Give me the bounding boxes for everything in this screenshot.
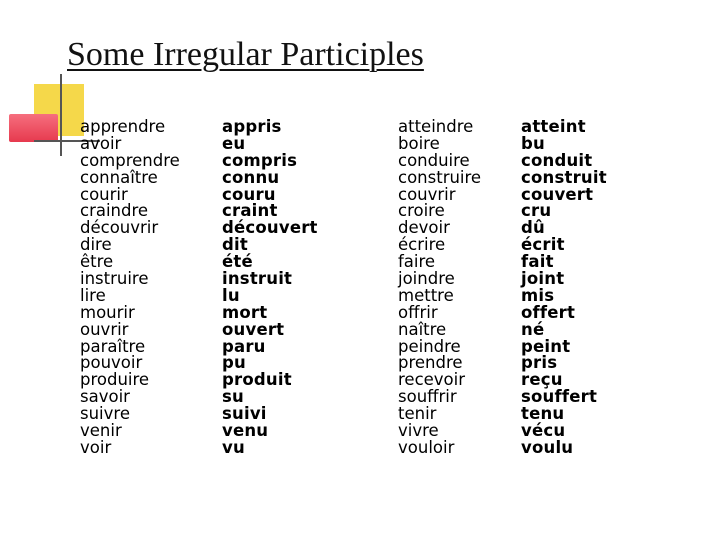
- ornament-vertical-line: [60, 74, 62, 156]
- participle-item: appris: [222, 117, 282, 136]
- participle-item: couvert: [521, 184, 594, 204]
- infinitive-item: instruire: [80, 269, 149, 289]
- infinitive-item: offrir: [398, 302, 438, 322]
- infinitive-item: mourir: [80, 302, 135, 322]
- infinitive-item: écrire: [398, 235, 446, 255]
- participle-item: su: [222, 387, 244, 407]
- infinitive-item: venir: [80, 421, 122, 441]
- infinitive-item: croire: [398, 201, 445, 221]
- participle-item: connu: [222, 167, 280, 187]
- participle-item: offert: [521, 302, 576, 322]
- infinitive-item: naître: [398, 319, 447, 339]
- infinitives-column-1: [80, 119, 180, 457]
- infinitive-item: apprendre: [80, 117, 166, 136]
- infinitive-item: craindre: [80, 201, 149, 221]
- infinitive-item: suivre: [80, 404, 130, 424]
- participle-item: dit: [222, 235, 248, 255]
- participle-item: venu: [222, 421, 269, 441]
- participle-item: pu: [222, 353, 246, 373]
- participle-item: découvert: [222, 218, 318, 238]
- infinitive-item: produire: [80, 370, 150, 390]
- infinitive-item: avoir: [80, 133, 122, 153]
- infinitive-item: atteindre: [398, 117, 474, 136]
- participle-item: mis: [521, 285, 555, 305]
- infinitive-item: devoir: [398, 218, 450, 238]
- participle-item: produit: [222, 370, 292, 390]
- infinitive-item: pouvoir: [80, 353, 143, 373]
- infinitive-item: voir: [80, 437, 112, 457]
- participles-column-2: [521, 119, 607, 457]
- participle-item: instruit: [222, 269, 293, 289]
- participle-item: voulu: [521, 437, 574, 457]
- participle-item: peint: [521, 336, 571, 356]
- infinitive-item: découvrir: [80, 218, 159, 238]
- participle-item: écrit: [521, 235, 565, 255]
- infinitives-column-2: [398, 119, 481, 457]
- slide-title: Some Irregular Participles: [67, 36, 424, 73]
- participle-item: bu: [521, 133, 545, 153]
- infinitive-item: peindre: [398, 336, 461, 356]
- infinitive-item: souffrir: [398, 387, 457, 407]
- participle-item: lu: [222, 285, 240, 305]
- infinitive-item: prendre: [398, 353, 463, 373]
- participle-item: eu: [222, 133, 246, 153]
- infinitive-item: recevoir: [398, 370, 466, 390]
- infinitive-item: boire: [398, 133, 440, 153]
- infinitive-item: savoir: [80, 387, 130, 407]
- participle-item: tenu: [521, 404, 565, 424]
- participle-item: conduit: [521, 150, 593, 170]
- infinitive-item: construire: [398, 167, 482, 187]
- infinitive-item: comprendre: [80, 150, 180, 170]
- infinitive-item: mettre: [398, 285, 454, 305]
- participle-item: paru: [222, 336, 266, 356]
- participle-item: vu: [222, 437, 245, 457]
- infinitive-item: ouvrir: [80, 319, 129, 339]
- participle-item: fait: [521, 252, 554, 272]
- participle-item: joint: [521, 269, 565, 289]
- infinitive-item: lire: [80, 285, 106, 305]
- participle-item: ouvert: [222, 319, 285, 339]
- infinitive-item: courir: [80, 184, 128, 204]
- participle-item: été: [222, 252, 253, 272]
- infinitive-item: tenir: [398, 404, 437, 424]
- infinitive-item: vivre: [398, 421, 439, 441]
- infinitive-item: connaître: [80, 167, 158, 187]
- participle-item: couru: [222, 184, 276, 204]
- participle-item: vécu: [521, 421, 566, 441]
- participle-item: souffert: [521, 387, 598, 407]
- participle-item: cru: [521, 201, 552, 221]
- infinitive-item: faire: [398, 252, 436, 272]
- participles-column-1: [222, 119, 318, 457]
- infinitive-item: être: [80, 252, 114, 272]
- infinitive-item: paraître: [80, 336, 146, 356]
- ornament-red-bar: [9, 114, 58, 142]
- participle-item: mort: [222, 302, 268, 322]
- participle-item: craint: [222, 201, 278, 221]
- infinitive-item: couvrir: [398, 184, 456, 204]
- infinitive-item: dire: [80, 235, 112, 255]
- participle-item: construit: [521, 167, 607, 187]
- participle-item: suivi: [222, 404, 267, 424]
- participle-item: pris: [521, 353, 558, 373]
- infinitive-item: conduire: [398, 150, 470, 170]
- infinitive-item: vouloir: [398, 437, 455, 457]
- participle-item: reçu: [521, 370, 563, 390]
- participle-item: atteint: [521, 117, 586, 136]
- participle-item: compris: [222, 150, 298, 170]
- infinitive-item: joindre: [398, 269, 455, 289]
- participle-item: dû: [521, 218, 545, 238]
- participle-item: né: [521, 319, 545, 339]
